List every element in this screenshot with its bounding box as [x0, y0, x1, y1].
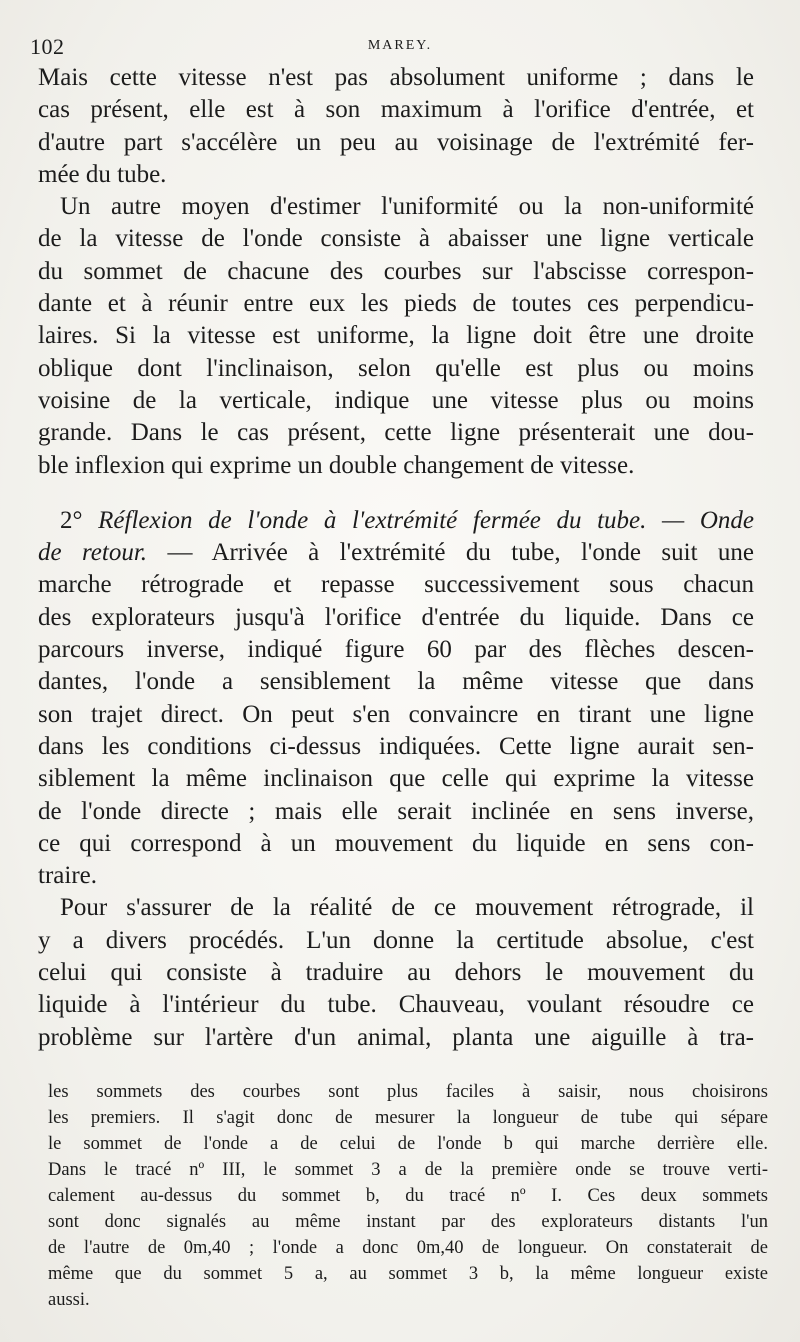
running-head: [30, 28, 770, 58]
section-heading-rest: — Arrivée à l'extrémité du tube, l'onde suit une: [167, 539, 754, 567]
running-title: MAREY.: [367, 38, 433, 53]
footnote-line: les premiers. Il s'agit donc de mesurer la longueur de tube qui sépare: [48, 1108, 768, 1128]
text-line: problème sur l'artère d'un animal, planta une aiguille à tra-: [38, 1023, 754, 1051]
footnote-line: aussi.: [48, 1290, 90, 1310]
text-line: cas présent, elle est à son maximum à l'orifice d'entrée, et: [38, 96, 754, 124]
text-line: des explorateurs jusqu'à l'orifice d'entrée du liquide. Dans ce: [38, 603, 754, 631]
footnote-line: même que du sommet 5 a, au sommet 3 b, la même longueur existe: [48, 1264, 768, 1284]
text-line: celui qui consiste à traduire au dehors le mouvement du: [38, 959, 754, 987]
text-line: dantes, l'onde a sensiblement la même vitesse que dans: [38, 668, 754, 696]
section-heading-line: [38, 505, 754, 537]
text-line: dans les conditions ci-dessus indiquées. Cette ligne aurait sen-: [38, 732, 754, 760]
text-line: Mais cette vitesse n'est pas absolument uniforme ; dans le: [38, 64, 754, 91]
text-line: ce qui correspond à un mouvement du liquide en sens con-: [38, 829, 754, 857]
text-line: oblique dont l'inclinaison, selon qu'elle est plus ou moins: [38, 354, 754, 382]
text-line: siblement la même inclinaison que celle qui exprime la vitesse: [38, 765, 754, 793]
text-line: grande. Dans le cas présent, cette ligne présenterait une dou-: [38, 419, 754, 447]
text-line: Un autre moyen d'estimer l'uniformité ou la non-uniformité: [60, 193, 754, 221]
text-line: d'autre part s'accélère un peu au voisinage de l'extrémité fer-: [38, 128, 754, 156]
section-gap: [38, 482, 754, 505]
footnote-line: Dans le tracé nº III, le sommet 3 a de la première onde se trouve verti-: [48, 1160, 768, 1180]
text-line: son trajet direct. On peut s'en convaincre en tirant une ligne: [38, 700, 754, 728]
text-line: voisine de la verticale, indique une vitesse plus ou moins: [38, 386, 754, 414]
text-line: laires. Si la vitesse est uniforme, la ligne doit être une droite: [38, 322, 754, 350]
text-line: traire.: [38, 862, 97, 890]
text-line: marche rétrograde et repasse successivement sous chacun: [38, 571, 754, 599]
text-line: [38, 537, 754, 569]
footnote: [48, 1079, 768, 1313]
footnote-line: de l'autre de 0m,40 ; l'onde a donc 0m,40 de longueur. On constaterait de: [48, 1238, 768, 1258]
text-line: dante et à réunir entre eux les pieds de toutes ces perpendicu-: [38, 290, 754, 318]
page-number: 102: [30, 34, 65, 59]
footnote-line: le sommet de l'onde a de celui de l'onde b qui marche derrière elle.: [48, 1134, 768, 1154]
text-line: parcours inverse, indiqué figure 60 par des flèches descen-: [38, 636, 754, 664]
body-text: [38, 62, 754, 1054]
text-line: mée du tube.: [38, 160, 167, 188]
text-line: ble inflexion qui exprime un double changement de vitesse.: [38, 451, 635, 479]
text-line: Pour s'assurer de la réalité de ce mouvement rétrograde, il: [60, 894, 754, 922]
text-line: de l'onde directe ; mais elle serait inclinée en sens inverse,: [38, 797, 754, 825]
section-heading-cont: de retour.: [38, 539, 148, 567]
footnote-line: calement au-dessus du sommet b, du tracé nº I. Ces deux sommets: [48, 1186, 768, 1206]
text-line: de la vitesse de l'onde consiste à abaisser une ligne verticale: [38, 225, 754, 253]
section-heading: Réflexion de l'onde à l'extrémité fermée du tube. — Onde: [98, 506, 755, 534]
footnote-line: sont donc signalés au même instant par des explorateurs distants l'un: [48, 1212, 768, 1232]
footnote-line: les sommets des courbes sont plus faciles à saisir, nous choisirons: [48, 1082, 768, 1102]
text-line: du sommet de chacune des courbes sur l'abscisse correspon-: [38, 257, 754, 285]
text-line: y a divers procédés. L'un donne la certitude absolue, c'est: [38, 926, 754, 954]
text-line: liquide à l'intérieur du tube. Chauveau, voulant résoudre ce: [38, 991, 754, 1019]
section-number: 2°: [60, 506, 83, 534]
